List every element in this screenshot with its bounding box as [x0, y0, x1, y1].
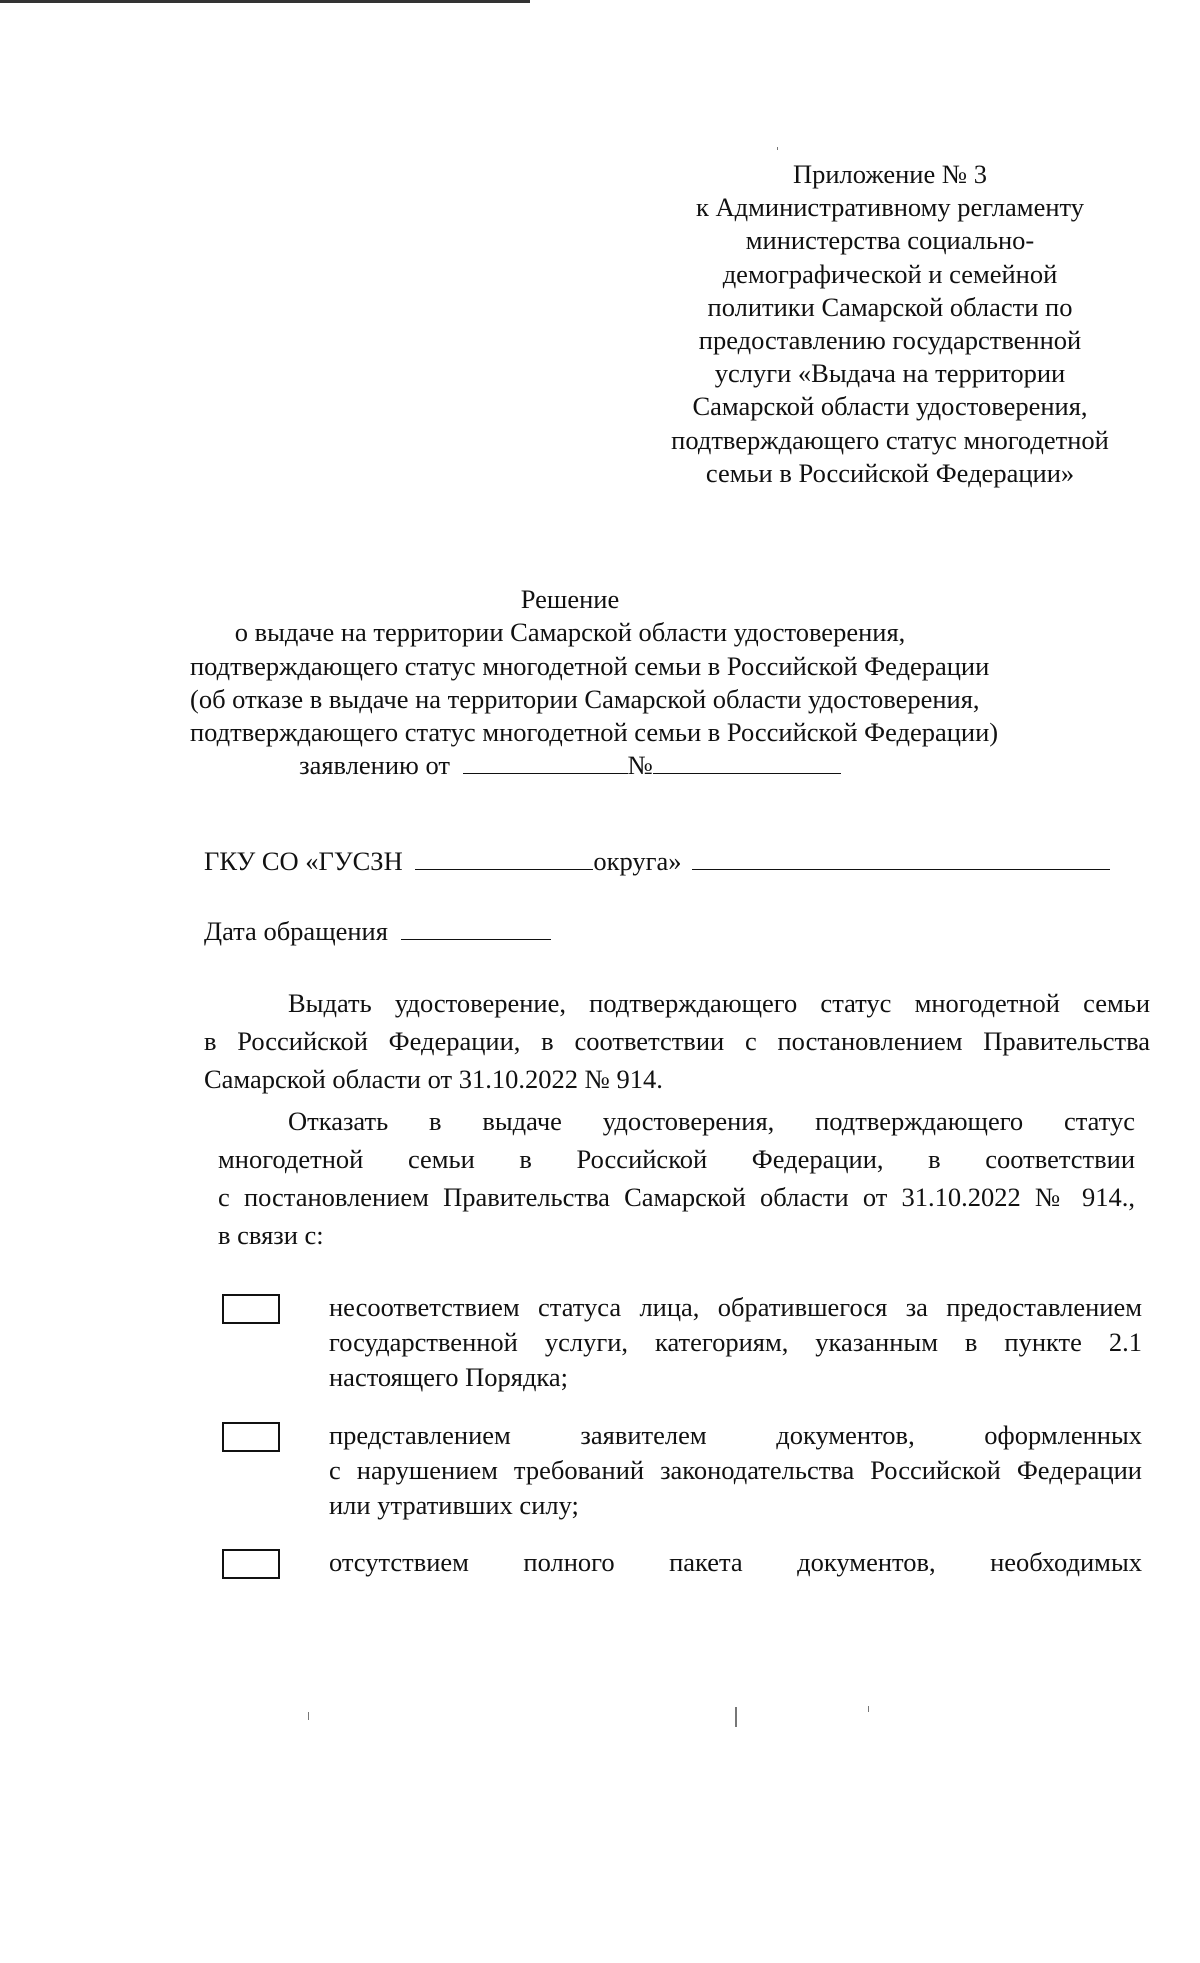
reason-line: представлением заявителем документов, оформленных	[329, 1420, 1142, 1450]
appendix-line: подтверждающего статус многодетной	[671, 424, 1109, 455]
request-date-blank	[401, 915, 551, 940]
agency-district-blank	[415, 845, 593, 870]
scan-speck	[777, 147, 778, 150]
reason-line: отсутствием полного пакета документов, необходимых	[329, 1547, 1142, 1577]
reason-text	[329, 1290, 1142, 1395]
reason-line: несоответствием статуса лица, обратившегося за предоставлением	[329, 1292, 1142, 1322]
decision-title-line: подтверждающего статус многодетной семьи в Российской Федерации	[190, 650, 990, 681]
issue-paragraph	[204, 984, 1150, 1098]
reason-text	[329, 1418, 1142, 1523]
scan-speck	[868, 1706, 869, 1712]
scan-speck	[735, 1707, 737, 1727]
decision-title-line: о выдаче на территории Самарской области удостоверения,	[234, 617, 906, 648]
paragraph-line: с постановлением Правительства Самарской области от 31.10.2022 № 914.,	[218, 1182, 1135, 1212]
decision-title-block	[190, 583, 999, 783]
paragraph-line: многодетной семьи в Российской Федерации, в соответствии	[218, 1144, 1135, 1174]
application-line	[190, 749, 950, 782]
decision-heading: Решение	[520, 584, 620, 614]
decision-title-line: подтверждающего статус многодетной семьи в Российской Федерации)	[190, 717, 999, 748]
paragraph-line: Отказать в выдаче удостоверения, подтверждающего статус	[288, 1106, 1135, 1136]
paragraph-line: Выдать удостоверение, подтверждающего статус многодетной семьи	[288, 988, 1150, 1018]
agency-name-blank	[692, 845, 1110, 870]
decision-title-line: (об отказе в выдаче на территории Самарской области удостоверения,	[190, 683, 980, 714]
agency-suffix: округа»	[593, 846, 682, 876]
reason-line: или утративших силу;	[329, 1490, 579, 1520]
reason-checkbox[interactable]	[222, 1422, 280, 1452]
appendix-line: политики Самарской области по	[707, 291, 1073, 322]
paragraph-line: Самарской области от 31.10.2022 № 914.	[204, 1064, 663, 1094]
appendix-line: услуги «Выдача на территории	[714, 358, 1066, 389]
agency-line	[204, 845, 1110, 877]
request-date-label: Дата обращения	[204, 916, 388, 946]
reason-checkbox[interactable]	[222, 1549, 280, 1579]
application-date-blank	[463, 749, 628, 774]
appendix-line: предоставлению государственной	[698, 325, 1082, 356]
agency-prefix: ГКУ СО «ГУСЗН	[204, 846, 403, 876]
paragraph-line: в Российской Федерации, в соответствии с постановлением Правительства	[204, 1026, 1150, 1056]
scan-edge-line	[0, 0, 530, 3]
application-prefix: заявлению от	[299, 750, 450, 781]
appendix-line: семьи в Российской Федерации»	[705, 457, 1075, 488]
reason-checkbox[interactable]	[222, 1294, 280, 1324]
application-number-blank	[653, 749, 841, 774]
appendix-line: министерства социально-	[745, 225, 1035, 256]
reason-line: настоящего Порядка;	[329, 1362, 569, 1392]
reason-line: государственной услуги, категориям, указанным в пункте 2.1	[329, 1327, 1142, 1357]
reason-text	[329, 1545, 1142, 1580]
paragraph-line: в связи с:	[218, 1220, 324, 1250]
request-date-line	[204, 915, 551, 947]
reason-line: с нарушением требований законодательства Российской Федерации	[329, 1455, 1142, 1485]
number-sign: №	[627, 750, 653, 781]
appendix-line: Приложение № 3	[792, 159, 987, 189]
appendix-line: Самарской области удостоверения,	[692, 391, 1088, 422]
appendix-line: к Административному регламенту	[696, 192, 1084, 223]
scan-speck	[308, 1712, 309, 1720]
refuse-paragraph	[218, 1102, 1135, 1254]
appendix-header	[650, 158, 1130, 490]
appendix-line: демографической и семейной	[722, 258, 1058, 289]
